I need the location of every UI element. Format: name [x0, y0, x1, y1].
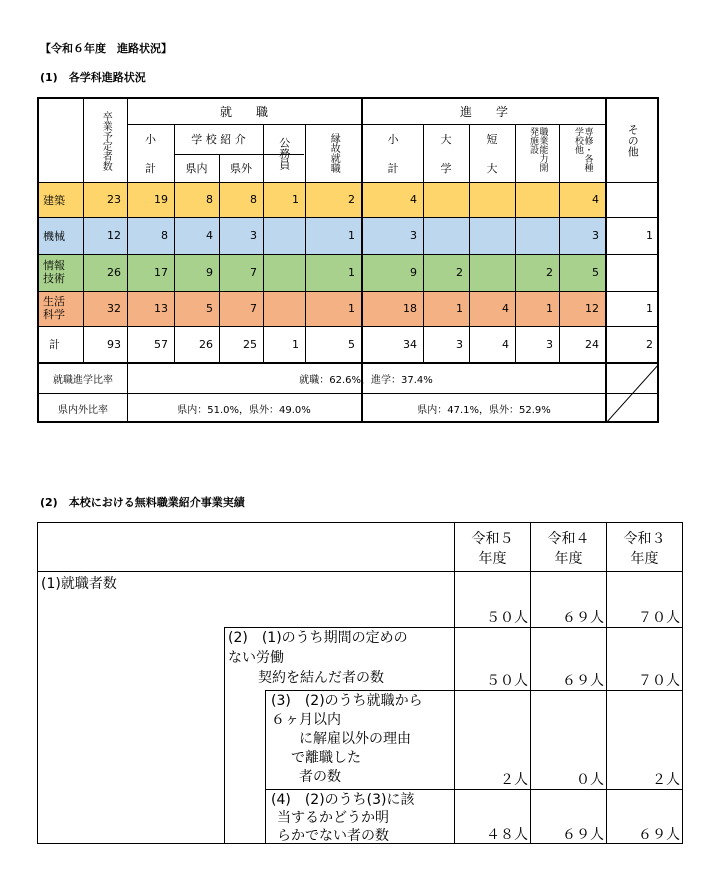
- cell-r1-c7: [423, 217, 469, 254]
- row3-value-r4: ０人: [576, 772, 604, 788]
- cell-r1-c9: [515, 217, 559, 254]
- cell-r1-c0: 12: [107, 229, 121, 242]
- cell-r0-c3: 8: [250, 193, 257, 206]
- career-status-table: [37, 97, 659, 423]
- cell-r2-c3: 7: [250, 266, 257, 279]
- cell-r2-c6: 9: [410, 266, 417, 279]
- cell-r3-c11: 1: [646, 302, 653, 315]
- cell-r4-c2: 26: [199, 337, 213, 351]
- cell-r1-c1: 8: [161, 229, 168, 242]
- cell-r0-c9: [515, 182, 559, 217]
- header-advancement: 進 学: [459, 105, 508, 119]
- cell-r3-c6: 18: [403, 302, 417, 315]
- row4-value-r4: ６９人: [562, 827, 604, 843]
- cell-r0-c10: 4: [592, 193, 599, 206]
- header-junior-college-b: 大: [486, 162, 498, 175]
- row-label-total: 計: [49, 338, 60, 351]
- cell-r4-c0: 93: [107, 337, 121, 351]
- header-employ-subtotal-a: 小: [145, 133, 156, 146]
- cell-r1-c4: [263, 217, 305, 254]
- cell-r4-c4: 1: [292, 337, 299, 351]
- cell-r0-c5: 2: [348, 193, 355, 206]
- row1-label: (1)就職者数: [41, 576, 117, 592]
- subsection-2-title: (2) 本校における無料職業紹介事業実績: [40, 496, 245, 509]
- cell-r0-c1: 19: [154, 193, 168, 206]
- row2-label: (2) (1)のうち期間の定めの ない労働 契約を結んだ者の数: [228, 630, 408, 686]
- row-label-kikai: 機械: [43, 229, 65, 243]
- header-civil-servant: 公務員: [277, 136, 291, 170]
- cell-r0-c11: [606, 182, 659, 217]
- cell-r0-c0: 23: [107, 193, 121, 206]
- cell-r2-c4: [263, 254, 305, 291]
- cell-r4-c9: 3: [546, 337, 553, 351]
- cell-r4-c1: 57: [154, 337, 168, 351]
- pref-ratio-advancement: 県内：47.1%，県外：52.9%: [417, 405, 551, 416]
- cell-r4-c8: 4: [502, 337, 509, 351]
- cell-r3-c8: 4: [502, 302, 509, 315]
- cell-r3-c5: 1: [348, 302, 355, 315]
- cell-r4-c11: 2: [646, 337, 653, 351]
- year-header-r4: 令和４ 年度: [547, 531, 590, 567]
- cell-r0-c8: [469, 182, 515, 217]
- row1-value-r5: ５０人: [486, 610, 528, 626]
- cell-r1-c11: 1: [646, 229, 653, 242]
- cell-r4-c3: 25: [243, 337, 257, 351]
- cell-r1-c6: 3: [410, 229, 417, 242]
- cell-r2-c0: 26: [107, 266, 121, 279]
- cell-r1-c8: [469, 217, 515, 254]
- cell-r2-c2: 9: [206, 266, 213, 279]
- header-graduates: 卒業予定者数: [100, 110, 112, 171]
- cell-r3-c1: 13: [154, 302, 168, 315]
- header-other: その他: [626, 124, 640, 157]
- ratio-value: 就職：62.6%，進学：37.4%: [299, 375, 433, 386]
- row4-label: (4) (2)のうち(3)に該 当するかどうか明 らかでない者の数: [271, 792, 415, 844]
- cell-r2-c11: [606, 254, 659, 291]
- row4-value-r5: ４８人: [486, 827, 528, 843]
- row3-label: (3) (2)のうち就職から ６ヶ月以内 に解雇以外の理由 で離職した 者の数: [271, 693, 423, 785]
- row2-value-r3: ７０人: [638, 673, 680, 689]
- row2-value-r4: ６９人: [562, 673, 604, 689]
- year-header-r3: 令和３ 年度: [623, 531, 666, 567]
- header-junior-college-a: 短: [486, 133, 498, 146]
- cell-r3-c3: 7: [250, 302, 257, 315]
- job-placement-table: [37, 522, 683, 844]
- diagonal-blank-cell: [606, 364, 659, 423]
- pref-ratio-label: 県内外比率: [58, 405, 108, 416]
- cell-r2-c5: 1: [348, 266, 355, 279]
- cell-r2-c1: 17: [154, 266, 168, 279]
- cell-r4-c10: 24: [585, 337, 599, 351]
- cell-r2-c9: 2: [546, 266, 553, 279]
- header-specialized: 専修・各種学校他: [573, 127, 593, 172]
- row2-value-r5: ５０人: [486, 673, 528, 689]
- cell-r0-c4: 1: [292, 193, 299, 206]
- cell-r3-c0: 32: [107, 302, 121, 315]
- cell-r3-c10: 12: [585, 302, 599, 315]
- cell-r4-c7: 3: [456, 337, 463, 351]
- cell-r3-c7: 1: [456, 302, 463, 315]
- cell-r4-c6: 34: [403, 337, 417, 351]
- year-header-r5: 令和５ 年度: [471, 531, 514, 567]
- cell-r3-c4: [263, 291, 305, 326]
- cell-r0-c2: 8: [206, 193, 213, 206]
- section-title: 【令和６年度 進路状況】: [40, 42, 172, 55]
- cell-r2-c7: 2: [456, 266, 463, 279]
- header-out-pref: 県外: [230, 162, 252, 175]
- cell-r3-c9: 1: [546, 302, 553, 315]
- header-employment: 就 職: [219, 105, 268, 119]
- header-employ-subtotal-b: 計: [145, 162, 156, 175]
- row1-value-r4: ６９人: [562, 610, 604, 626]
- row4-value-r3: ６９人: [638, 827, 680, 843]
- ratio-label: 就職進学比率: [53, 375, 113, 386]
- header-university-a: 大: [440, 133, 452, 146]
- header-adv-subtotal-a: 小: [387, 133, 399, 146]
- cell-r1-c10: 3: [592, 229, 599, 242]
- cell-r0-c6: 4: [410, 193, 417, 206]
- row1-value-r3: ７０人: [638, 610, 680, 626]
- cell-r0-c7: [423, 182, 469, 217]
- pref-ratio-employment: 県内：51.0%，県外：49.0%: [177, 405, 311, 416]
- cell-r1-c2: 4: [206, 229, 213, 242]
- header-family-employment: 縁故就職: [328, 133, 340, 173]
- header-in-pref: 県内: [185, 162, 208, 175]
- row3-value-r5: ２人: [500, 772, 528, 788]
- subsection-1-title: (1) 各学科進路状況: [40, 71, 146, 84]
- cell-r4-c5: 5: [348, 337, 355, 351]
- row3-value-r3: ２人: [652, 772, 680, 788]
- cell-r2-c10: 5: [592, 266, 599, 279]
- cell-r2-c8: [469, 254, 515, 291]
- row-label-kenchiku: 建築: [43, 193, 65, 207]
- header-vocational-dev: 職業能力開発施設: [528, 127, 548, 172]
- row-label-joho: 情報 技術: [43, 259, 65, 285]
- header-school-referral: 学 校 紹 介: [191, 133, 246, 146]
- header-adv-subtotal-b: 計: [387, 162, 399, 175]
- cell-r1-c5: 1: [348, 229, 355, 242]
- header-university-b: 学: [440, 162, 452, 175]
- cell-r1-c3: 3: [250, 229, 257, 242]
- row-label-seikatsu: 生活 科学: [43, 295, 65, 321]
- cell-r3-c2: 5: [206, 302, 213, 315]
